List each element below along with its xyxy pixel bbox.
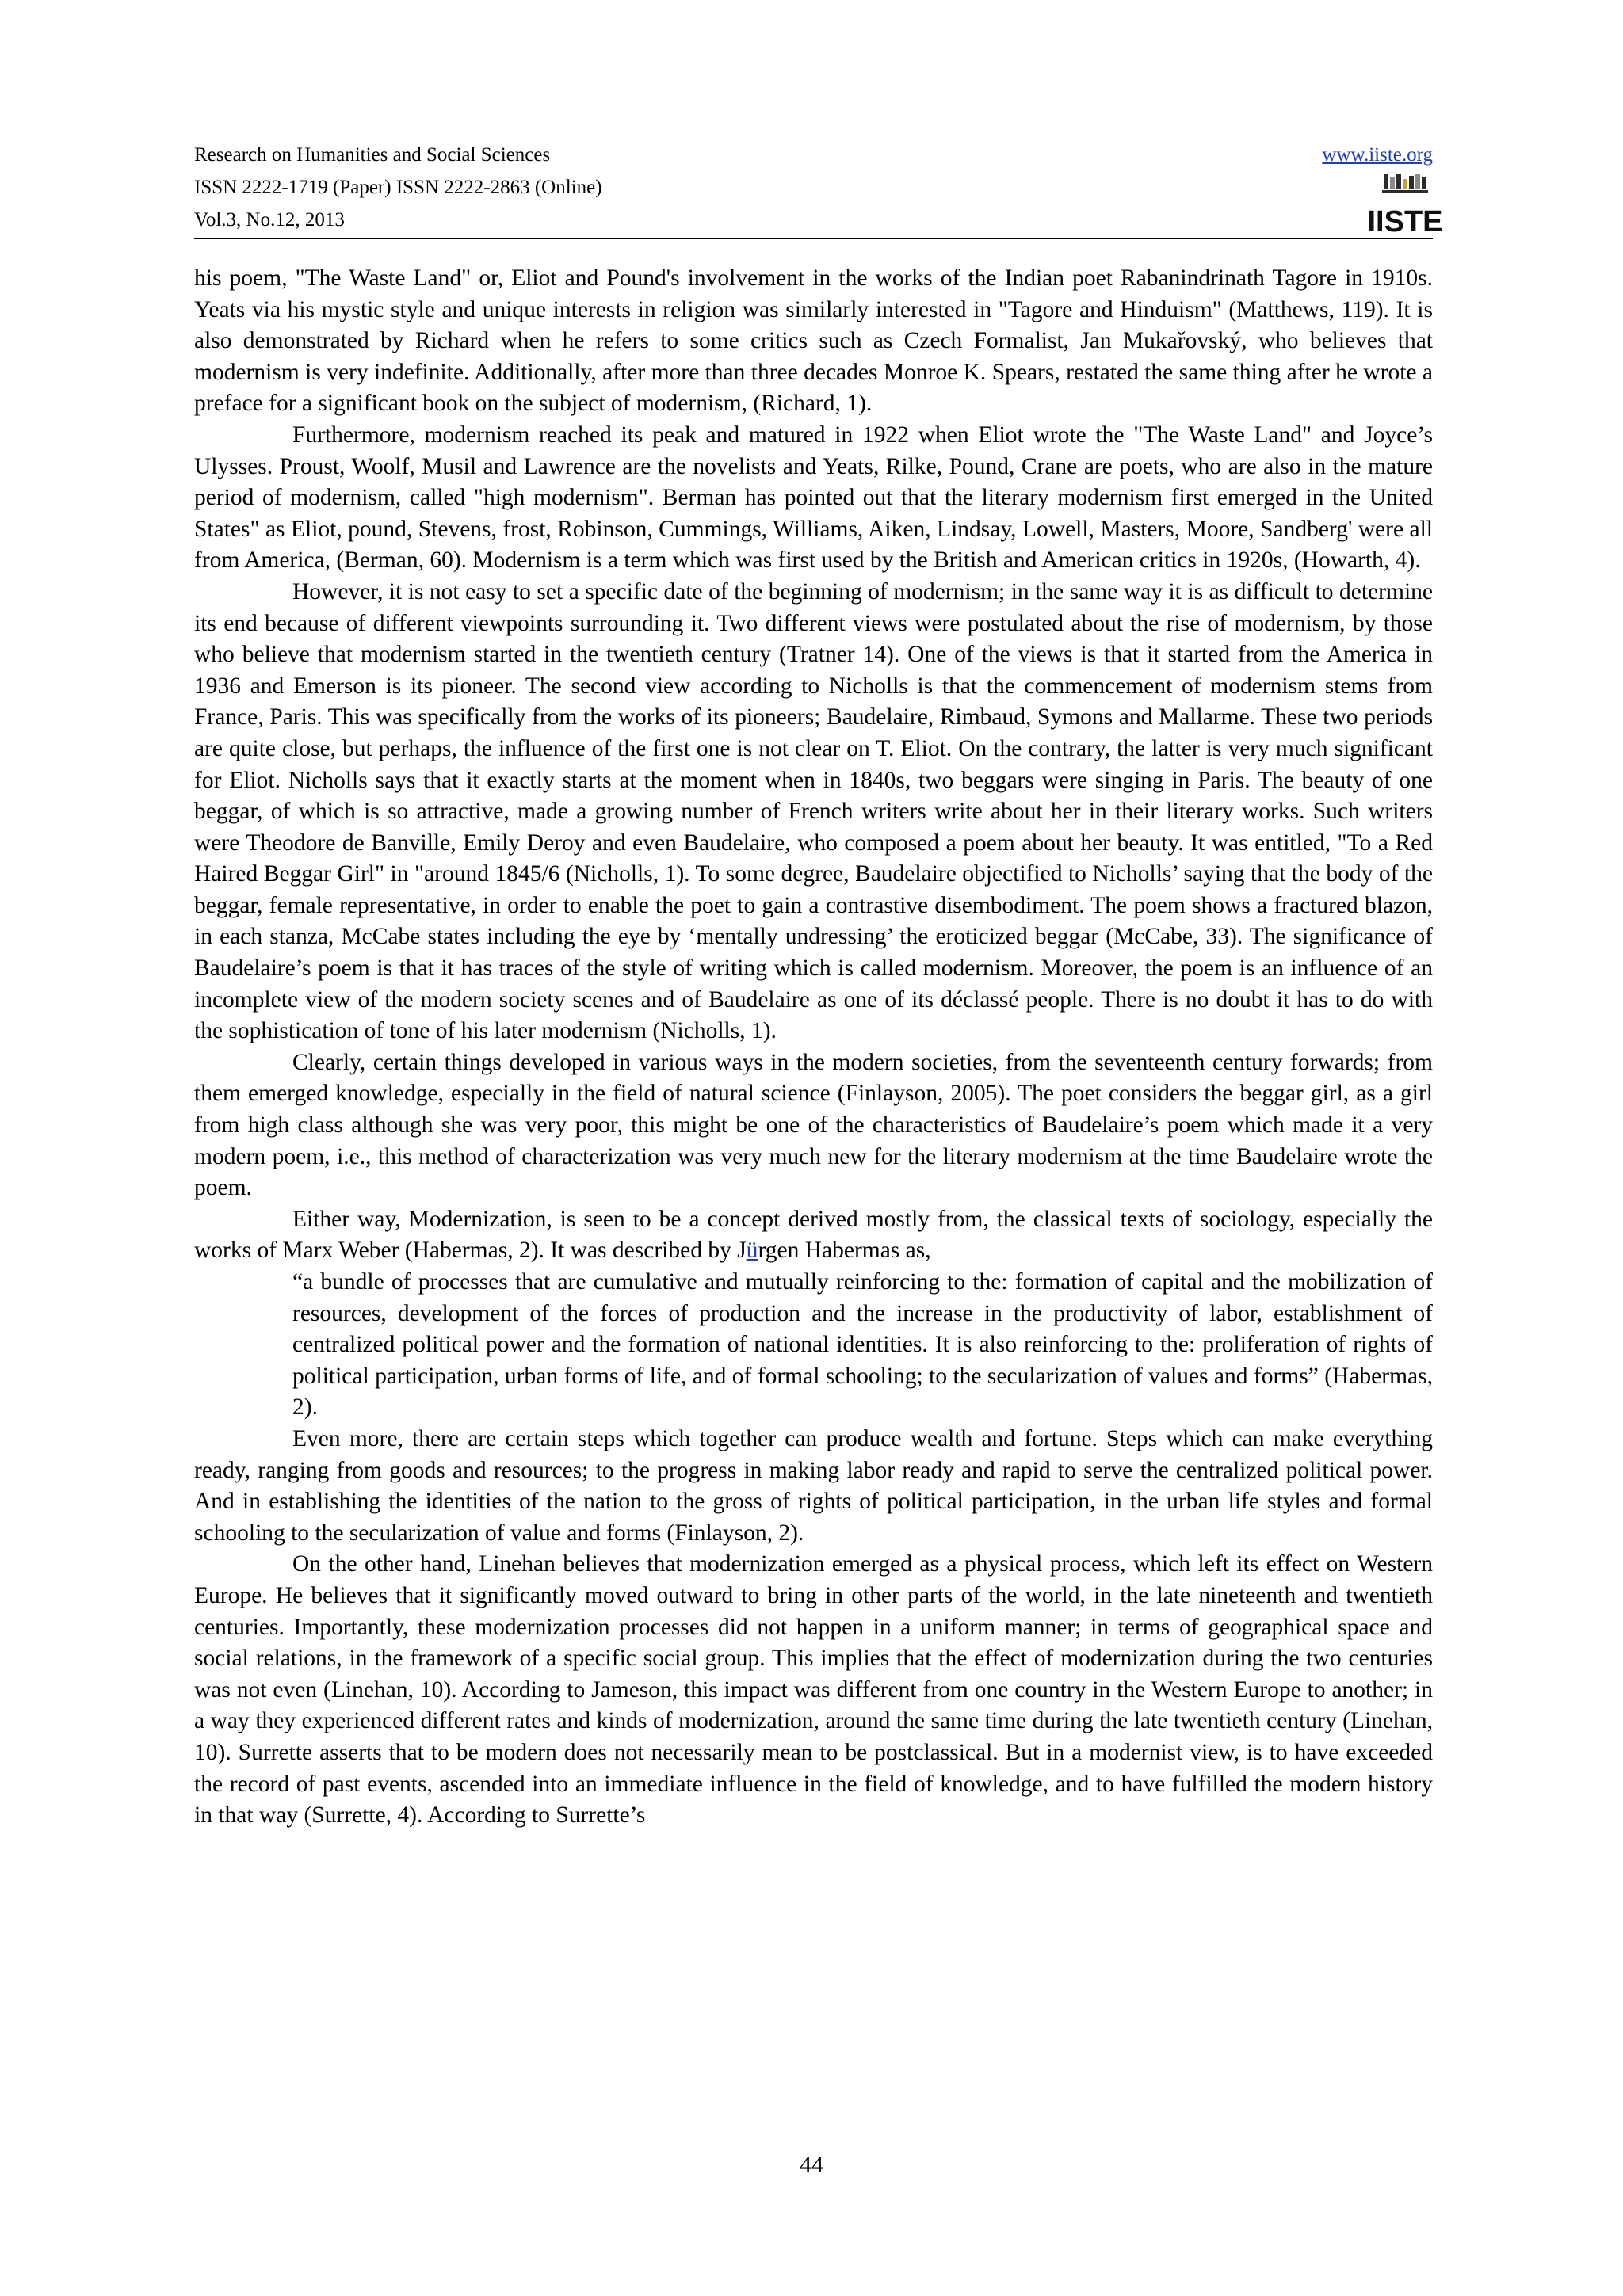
intro-text: Either way, Modernization, is seen to be a concept derived mostly from, the classical texts of sociology, especially the works of Marx Weber (Habermas, 2). It was described by J <box>194 1206 1433 1264</box>
paragraph-habermas-intro <box>194 1204 1433 1267</box>
paragraph: Even more, there are certain steps which together can produce wealth and fortune. Steps which can make everything ready, ranging from goods and resources; to the progress in making labor ready and rapid to serve the centralized political power. And in establishing the identities of the nation to the gross of rights of political participation, in the urban life styles and formal schooling to the secularization of value and forms (Finlayson, 2). <box>194 1425 1433 1546</box>
iiste-logo-icon <box>1367 173 1443 238</box>
header-divider <box>194 238 1433 239</box>
journal-title: Research on Humanities and Social Sciences <box>194 144 551 166</box>
volume-issue: Vol.3, No.12, 2013 <box>194 209 345 231</box>
paragraph: On the other hand, Linehan believes that modernization emerged as a physical process, which left its effect on Western Europe. He believes that it significantly moved outward to bring in other parts of the world, in the late nineteenth and twentieth centuries. Importantly, these modernization processes did not happen in a uniform manner; in terms of geographical space and social relations, in the framework of a specific social group. This implies that the effect of modernization during the two centuries was not even (Linehan, 10). According to Jameson, this impact was different from one country in the Western Europe to another; in a way they experienced different rates and kinds of modernization, around the same time during the late twentieth century (Linehan, 10). Surrette asserts that to be modern does not necessarily mean to be postclassical. But in a modernist view, is to have exceeded the record of past events, ascended into an immediate influence in the field of knowledge, and to have fulfilled the modern history in that way (Surrette, 4). According to Surrette’s <box>194 1551 1433 1829</box>
page-header <box>194 135 1443 239</box>
website-link[interactable]: www.iiste.org <box>1322 144 1433 166</box>
logo-text: IISTE <box>1367 205 1443 238</box>
issn-line: ISSN 2222-1719 (Paper) ISSN 2222-2863 (Online) <box>194 177 602 198</box>
paragraph: However, it is not easy to set a specific date of the beginning of modernism; in the same way it is as difficult to determine its end because of different viewpoints surrounding it. Two different views were postulated about the rise of modernism, by those who believe that modernism started in the twentieth century (Tratner 14). One of the views is that it started from the America in 1936 and Emerson is its pioneer. The second view according to Nicholls is that the commencement of modernism stems from France, Paris. This was specifically from the works of its pioneers; Baudelaire, Rimbaud, Symons and Mallarme. These two periods are quite close, but perhaps, the influence of the first one is not clear on T. Eliot. On the contrary, the latter is very much significant for Eliot. Nicholls says that it exactly starts at the moment when in 1840s, two beggars were singing in Paris. The beauty of one beggar, of which is so attractive, made a growing number of French writers write about her in their literary works. Such writers were Theodore de Banville, Emily Deroy and even Baudelaire, who composed a poem about her beauty. It was entitled, "To a Red Haired Beggar Girl" in "around 1845/6 (Nicholls, 1). To some degree, Baudelaire objectified to Nicholls’ saying that the body of the beggar, female representative, in order to enable the poet to gain a contrastive disembodiment. The poem shows a fractured blazon, in each stanza, McCabe states including the eye by ‘mentally undressing’ the eroticized beggar (McCabe, 33). The significance of Baudelaire’s poem is that it has traces of the style of writing which is called modernism. Moreover, the poem is an influence of an incomplete view of the modern society scenes and of Baudelaire as one of its déclassé people. There is no doubt it has to do with the sophistication of tone of his later modernism (Nicholls, 1). <box>194 578 1433 1044</box>
page-number: 44 <box>800 2152 823 2178</box>
paragraph: Furthermore, modernism reached its peak and matured in 1922 when Eliot wrote the "The Waste Land" and Joyce’s Ulysses. Proust, Woolf, Musil and Lawrence are the novelists and Yeats, Rilke, Pound, Crane are poets, who are also in the mature period of modernism, called "high modernism". Berman has pointed out that the literary modernism first emerged in the United States" as Eliot, pound, Stevens, frost, Robinson, Cummings, Williams, Aiken, Lindsay, Lowell, Masters, Moore, Sandberg' were all from America, (Berman, 60). Modernism is a term which was first used by the British and American critics in 1920s, (Howarth, 4). <box>194 421 1433 574</box>
paragraph: his poem, "The Waste Land" or, Eliot and Pound's involvement in the works of the Indian poet Rabanindrinath Tagore in 1910s. Yeats via his mystic style and unique interests in religion was similarly interested in "Tagore and Hinduism" (Matthews, 119). It is also demonstrated by Richard when he refers to some critics such as Czech Formalist, Jan Mukařovský, who believes that modernism is very indefinite. Additionally, after more than three decades Monroe K. Spears, restated the same thing after he wrote a preface for a significant book on the subject of modernism, (Richard, 1). <box>194 265 1433 417</box>
intro-text-end: rgen Habermas as, <box>758 1238 931 1264</box>
article-body <box>194 263 1433 1832</box>
hyperlinked-character[interactable]: ü <box>746 1238 758 1264</box>
block-quote: “a bundle of processes that are cumulative and mutually reinforcing to the: formation of capital and the mobilization of resources, development of the forces of production and the increase in the productivity of labor, establishment of centralized political power and the formation of national identities. It is also reinforcing to the: proliferation of rights of political participation, urban forms of life, and of formal schooling; to the secularization of values and forms” (Habermas, 2). <box>292 1269 1433 1421</box>
paragraph: Clearly, certain things developed in various ways in the modern societies, from the seventeenth century forwards; from them emerged knowledge, especially in the field of natural science (Finlayson, 2005). The poet considers the beggar girl, as a girl from high class although she was very poor, this might be one of the characteristics of Baudelaire’s poem which made it a very modern poem, i.e., this method of characterization was very much new for the literary modernism at the time Baudelaire wrote the poem. <box>194 1049 1433 1201</box>
